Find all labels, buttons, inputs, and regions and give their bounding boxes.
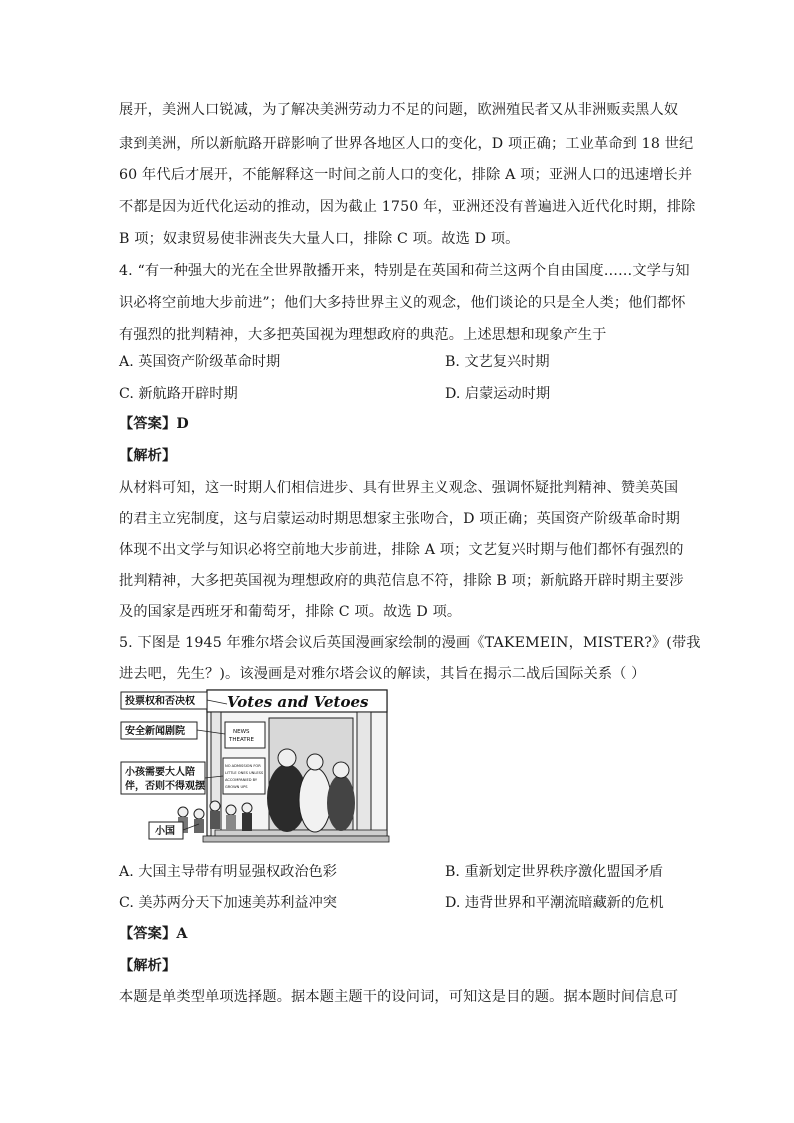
news-sign-line: NEWS: [233, 729, 250, 735]
option-d: D. 违背世界和平潮流暗藏新的危机: [445, 895, 664, 911]
notice-line: LITTLE ONES UNLESS: [225, 771, 264, 775]
option-b: B. 重新划定世界秩序激化盟国矛盾: [445, 864, 664, 880]
analysis-line: 体现不出文学与知识必将空前地大步前进，排除 A 项；文艺复兴时期与他们都怀有强烈的: [119, 542, 684, 558]
question-4-stem: 识必将空前地大步前进”；他们大多持世界主义的观念，他们谈论的只是全人类；他们都怀: [119, 295, 686, 311]
question-4-stem: 有强烈的批判精神，大多把英国视为理想政府的典范。上述思想和现象产生于: [119, 327, 607, 343]
text-line: 隶到美洲，所以新航路开辟影响了世界各地区人口的变化，D 项正确；工业革命到 18 世纪: [119, 136, 694, 152]
analysis-line: 本题是单类型单项选择题。据本题主题干的设问词，可知这是目的题。据本题时间信息可: [119, 989, 679, 1005]
notice-line: NO ADMISSION FOR: [225, 764, 261, 768]
analysis-label: 【解析】: [119, 448, 177, 464]
question-5-stem: 5. 下图是 1945 年雅尔塔会议后英国漫画家绘制的漫画《TAKEMEIN，MISTER?》(带我: [119, 635, 701, 651]
question-5-stem: 进去吧，先生？)。该漫画是对雅尔塔会议的解读，其旨在揭示二战后国际关系（ ）: [119, 666, 646, 682]
label-box: 小国: [155, 826, 175, 837]
option-c: C. 美苏两分天下加速美苏利益冲突: [119, 895, 337, 911]
answer-label: 【答案】A: [119, 926, 188, 942]
notice-line: ACCOMPANIED BY: [225, 778, 258, 782]
analysis-line: 及的国家是西班牙和葡萄牙，排除 C 项。故选 D 项。: [119, 604, 462, 620]
label-box: 安全新闻剧院: [125, 726, 185, 737]
news-sign-line: THEATRE: [229, 737, 254, 743]
option-d: D. 启蒙运动时期: [445, 386, 551, 402]
label-box: 投票权和否决权: [125, 696, 195, 707]
label-box: 伴，否则不得观摆: [125, 781, 205, 792]
option-a: A. 大国主导带有明显强权政治色彩: [119, 864, 337, 880]
text-line: 60 年代后才展开，不能解释这一时间之前人口的变化，排除 A 项；亚洲人口的迅速增长并: [119, 167, 693, 183]
question-4-stem: 4. “有一种强大的光在全世界散播开来，特别是在英国和荷兰这两个自由国度……文学与知: [119, 263, 690, 279]
analysis-label: 【解析】: [119, 958, 177, 974]
option-a: A. 英国资产阶级革命时期: [119, 354, 281, 370]
option-b: B. 文艺复兴时期: [445, 354, 550, 370]
analysis-line: 批判精神，大多把英国视为理想政府的典范信息不符，排除 B 项；新航路开辟时期主要涉: [119, 573, 684, 589]
label-box: 小孩需要大人陪: [125, 767, 195, 778]
answer-label: 【答案】D: [119, 416, 189, 432]
text-line: 展开，美洲人口锐减，为了解决美洲劳动力不足的问题，欧洲殖民者又从非洲贩卖黑人奴: [119, 102, 679, 118]
text-line: 不都是因为近代化运动的推动，因为截止 1750 年，亚洲还没有普遍进入近代化时期，排除: [119, 199, 696, 215]
theatre-sign-text: Votes and Vetoes: [227, 693, 369, 711]
analysis-line: 的君主立宪制度，这与启蒙运动时期思想家主张吻合，D 项正确；英国资产阶级革命时期: [119, 511, 681, 527]
political-cartoon: [119, 688, 393, 854]
analysis-line: 从材料可知，这一时期人们相信进步、具有世界主义观念、强调怀疑批判精神、赞美英国: [119, 480, 679, 496]
notice-line: GROWN UPS: [225, 785, 248, 789]
option-c: C. 新航路开辟时期: [119, 386, 238, 402]
text-line: B 项；奴隶贸易使非洲丧失大量人口，排除 C 项。故选 D 项。: [119, 231, 520, 247]
